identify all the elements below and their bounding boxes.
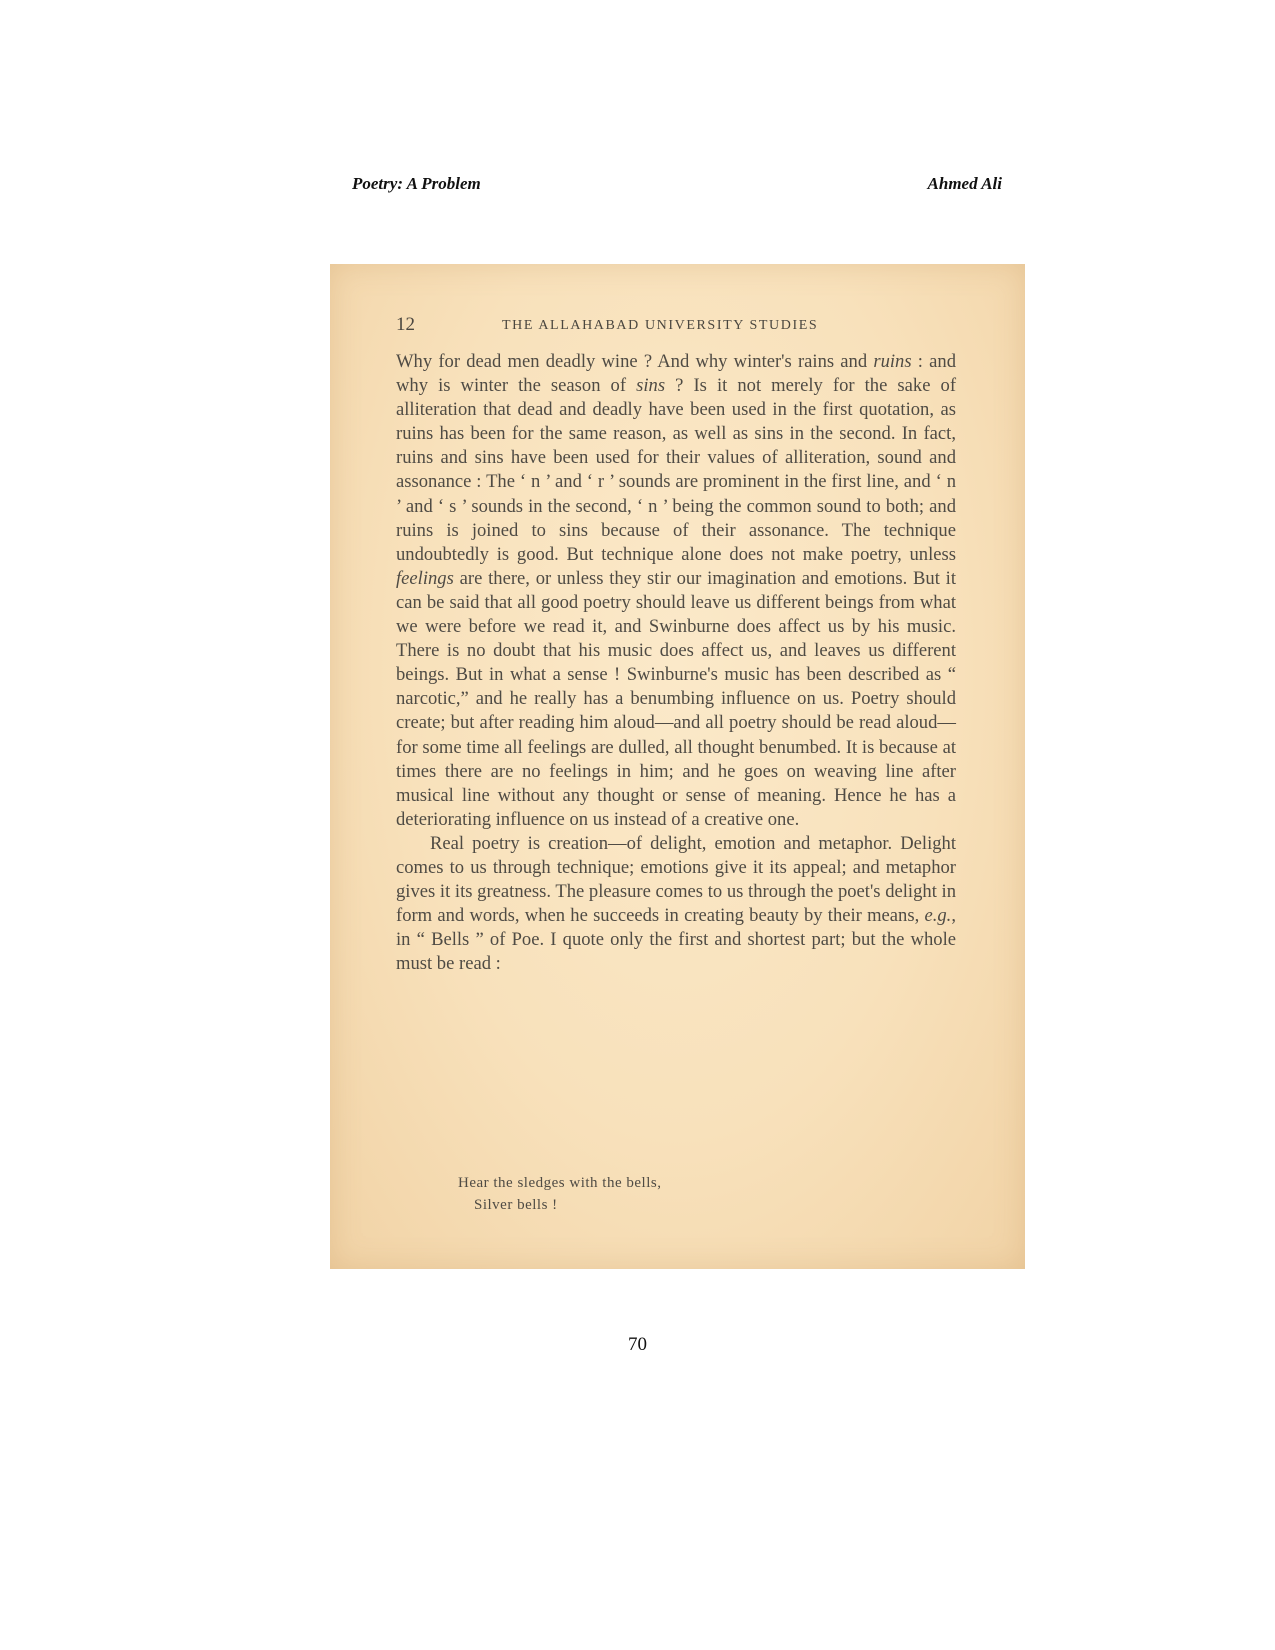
verse-line: Hear the sledges with the bells, <box>458 1175 662 1191</box>
article-title: Poetry: A Problem <box>352 174 481 193</box>
p1-italic-feelings: feelings <box>396 567 454 589</box>
verse-quote <box>458 1172 661 1216</box>
scan-page-number: 12 <box>396 314 415 335</box>
p2-text-2: , in “ Bells ” of Poe. I quote only the first and shortest part; but the whole must be read : <box>396 905 956 975</box>
p1-text-3: ? Is it not merely for the sake of alliteration that dead and deadly have been used in the first quotation, as ruins has been for the same reason, as well as sins in the second. In fact, ruins and sins have been used for their values of alliteration, sound and assonance : The ‘ n ’ and ‘ r ’ sounds are prominent in the first line, and ‘ n ’ and ‘ s ’ sounds in the second, ‘ n ’ being the common sound to both; and ruins is joined to sins because of their assonance. The technique undoubtedly is good. But technique alone does not make poetry, unless <box>396 375 957 565</box>
p1-italic-sins: sins <box>636 375 666 397</box>
p1-italic-ruins: ruins <box>873 351 912 372</box>
page-number: 70 <box>628 1334 647 1355</box>
journal-title: THE ALLAHABAD UNIVERSITY STUDIES <box>502 318 819 333</box>
paragraph-1 <box>396 350 956 832</box>
scan-body <box>396 350 956 976</box>
p1-text-4: are there, or unless they stir our imagination and emotions. But it can be said that all good poetry should leave us different beings from what we were before we read it, and Swinburne does affect us by his music. There is no doubt that his music does affect us, and leaves us different beings. But in what a sense ! Swinburne's music has been described as “ narcotic,” and he really has a benumbing influence on us. Poetry should create; but after reading him aloud—and all poetry should be read aloud—for some time all feelings are dulled, all thought benumbed. It is because at times there are no feelings in him; and he goes on weaving line after musical line without any thought or sense of meaning. Hence he has a deteriorating influence on us instead of a creative one. <box>396 567 956 830</box>
p1-text-1: Why for dead men deadly wine ? And why winter's rains and <box>396 351 874 372</box>
p1-text-2: : and why is winter the season of <box>396 351 956 397</box>
p2-text-1: Real poetry is creation—of delight, emotion and metaphor. Delight comes to us through technique; emotions give it its appeal; and metaphor gives it its greatness. The pleasure comes to us through the poet's delight in form and words, when he succeeds in creating beauty by their means, <box>396 832 956 927</box>
p2-italic-eg: e.g. <box>924 905 952 927</box>
scanned-page <box>330 264 1025 1269</box>
verse-line: Silver bells ! <box>474 1197 558 1213</box>
paragraph-2 <box>396 832 956 977</box>
scan-header <box>396 316 965 340</box>
running-header <box>352 174 1002 200</box>
author-name: Ahmed Ali <box>927 174 1002 193</box>
